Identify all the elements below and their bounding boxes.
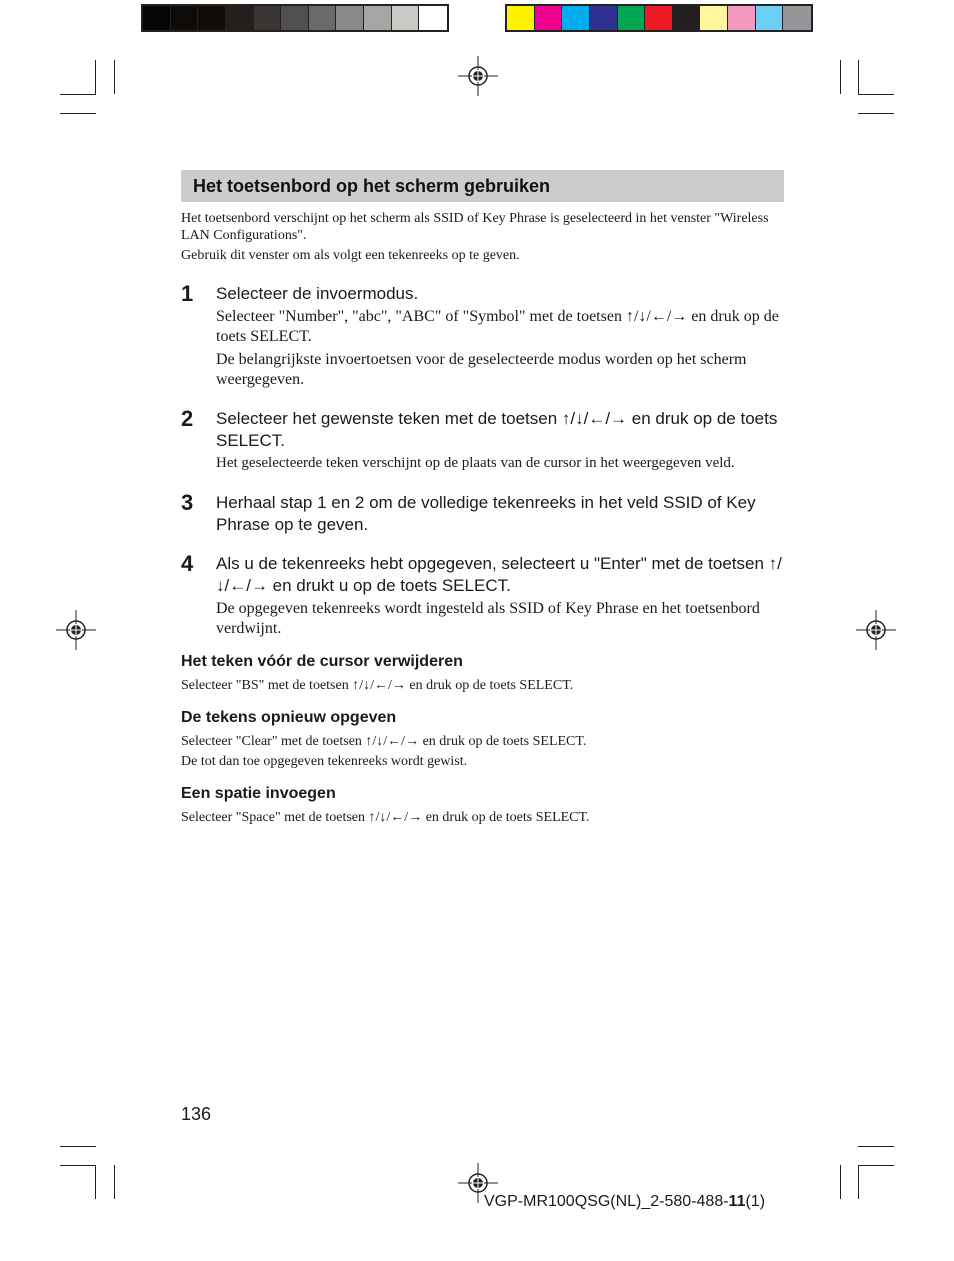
step-number: 4 [181, 551, 194, 576]
step-heading: Selecteer de invoermodus. [216, 284, 419, 303]
crop-mark [60, 94, 96, 95]
color-swatch [419, 6, 447, 30]
step-content [216, 492, 791, 536]
intro-text [181, 210, 791, 264]
footer-document-code: VGP-MR100QSG(NL)_2-580-488-11(1) [484, 1193, 766, 1210]
color-swatch [281, 6, 309, 30]
crop-mark [858, 1165, 859, 1199]
crop-mark [60, 113, 96, 114]
grayscale-color-bar [141, 4, 449, 32]
crop-mark [95, 1165, 96, 1199]
color-swatch [309, 6, 337, 30]
crop-mark [60, 1146, 96, 1147]
subsection-line: De tot dan toe opgegeven tekenreeks wordt gewist. [181, 754, 468, 769]
color-swatch [700, 6, 728, 30]
arrow-keys-icon: ↑/↓/←/→ [352, 678, 406, 693]
crop-mark [114, 1165, 115, 1199]
color-swatch [562, 6, 590, 30]
step-heading: Herhaal stap 1 en 2 om de volledige tekenreeks in het veld SSID of Key Phrase op te geven. [216, 493, 756, 534]
color-swatch [535, 6, 563, 30]
color-swatch [226, 6, 254, 30]
color-swatch [728, 6, 756, 30]
subsection-body [181, 809, 791, 826]
color-swatch [673, 6, 701, 30]
step-detail: Selecteer "Number", "abc", "ABC" of "Symbol" met de toetsen ↑/↓/←/→ en druk op de toets SELECT. [216, 308, 779, 345]
crop-mark [60, 1165, 96, 1166]
crop-mark [858, 113, 894, 114]
step-content [216, 408, 791, 473]
crop-mark [858, 60, 859, 94]
color-swatch [645, 6, 673, 30]
color-swatch [364, 6, 392, 30]
step-detail: Het geselecteerde teken verschijnt op de plaats van de cursor in het weergegeven veld. [216, 455, 735, 471]
arrow-keys-icon: ↑/↓/←/→ [365, 734, 420, 749]
crop-mark [840, 1165, 841, 1199]
color-swatch [783, 6, 811, 30]
subsection-line: Selecteer "Space" met de toetsen ↑/↓/←/→ en druk op de toets SELECT. [181, 810, 590, 825]
step-number: 3 [181, 490, 194, 515]
subsection-heading: Een spatie invoegen [181, 785, 336, 802]
crop-mark [858, 1165, 894, 1166]
color-swatch [254, 6, 282, 30]
color-swatch [756, 6, 784, 30]
process-color-bar [505, 4, 813, 32]
arrow-keys-icon: ↑/↓/←/→ [561, 409, 628, 428]
color-swatch [590, 6, 618, 30]
crop-mark [114, 60, 115, 94]
subsection-body [181, 733, 791, 770]
step-heading: Als u de tekenreeks hebt opgegeven, selecteert u "Enter" met de toetsen ↑/↓/←/→ en drukt u op de toets SELECT. [216, 554, 782, 595]
color-swatch [392, 6, 420, 30]
page-number: 136 [181, 1104, 212, 1124]
section-title: Het toetsenbord op het scherm gebruiken [181, 170, 784, 202]
color-swatch [336, 6, 364, 30]
registration-mark-icon [56, 610, 96, 650]
step-number: 2 [181, 406, 194, 431]
color-swatch [618, 6, 646, 30]
subsection-line: Selecteer "BS" met de toetsen ↑/↓/←/→ en druk op de toets SELECT. [181, 678, 574, 693]
subsection-heading: De tekens opnieuw opgeven [181, 709, 397, 726]
arrow-keys-icon: ↑/↓/←/→ [216, 554, 782, 595]
color-swatch [143, 6, 171, 30]
step-content [216, 553, 791, 639]
crop-mark [95, 60, 96, 94]
subsection-body [181, 677, 791, 694]
registration-mark-icon [856, 610, 896, 650]
crop-mark [858, 1146, 894, 1147]
subsection-heading: Het teken vóór de cursor verwijderen [181, 653, 463, 670]
crop-mark [858, 94, 894, 95]
color-swatch [198, 6, 226, 30]
color-swatch [171, 6, 199, 30]
arrow-keys-icon: ↑/↓/←/→ [625, 308, 688, 325]
step-detail: De belangrijkste invoertoetsen voor de geselecteerde modus worden op het scherm weergegeven. [216, 351, 747, 388]
step-heading: Selecteer het gewenste teken met de toetsen ↑/↓/←/→ en druk op de toets SELECT. [216, 409, 778, 450]
registration-mark-icon [458, 56, 498, 96]
step-content [216, 283, 791, 390]
step-number: 1 [181, 281, 194, 306]
arrow-keys-icon: ↑/↓/←/→ [368, 810, 423, 825]
intro-line: Het toetsenbord verschijnt op het scherm als SSID of Key Phrase is geselecteerd in het venster "Wireless LAN Configurations". [181, 211, 769, 243]
step-detail: De opgegeven tekenreeks wordt ingesteld als SSID of Key Phrase en het toetsenbord verdwijnt. [216, 600, 760, 637]
intro-line: Gebruik dit venster om als volgt een tekenreeks op te geven. [181, 248, 520, 263]
subsection-line: Selecteer "Clear" met de toetsen ↑/↓/←/→ en druk op de toets SELECT. [181, 734, 587, 749]
crop-mark [840, 60, 841, 94]
color-swatch [507, 6, 535, 30]
